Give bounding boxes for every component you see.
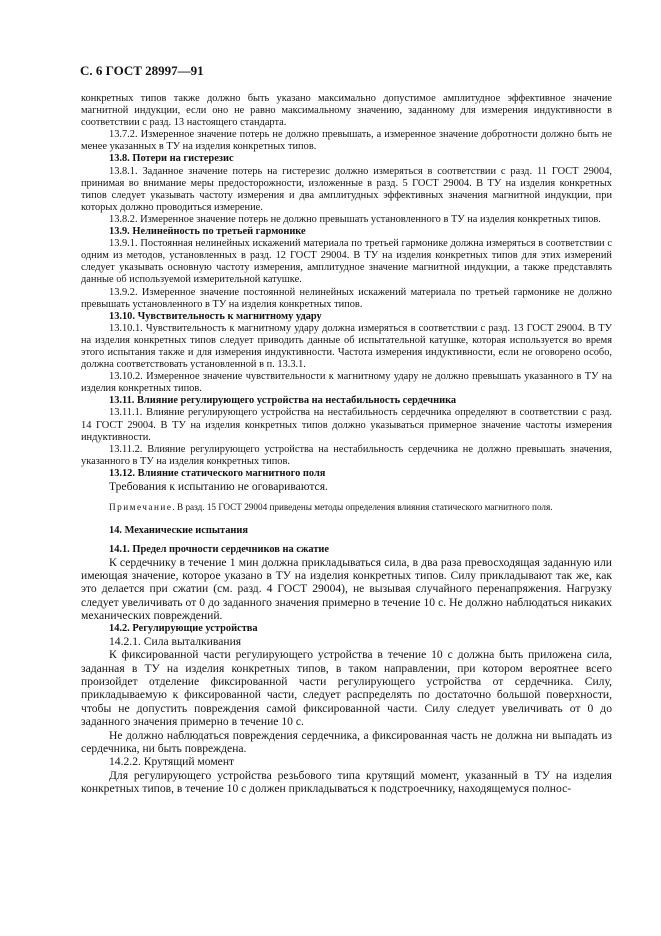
page-header: С. 6 ГОСТ 28997—91 <box>80 63 204 78</box>
paragraph: 13.10.2. Измеренное значение чувствительности к магнитному удару не должно превышать указанного в ТУ на изделия конкретных типов. <box>81 371 612 395</box>
paragraph: 13.10.1. Чувствительность к магнитному удару должна измеряться в соответствии с разд. 13 ГОСТ 29004. В ТУ на изделия конкретных типов следует приводить данные об испытательной катушке, которая используется во время этого испытания также и для измерения индуктивности. Частота измерения индуктивности, если не оговорено особо, должна соответствовать установленной в п. 13.3.1. <box>81 322 612 371</box>
document-body <box>81 93 612 796</box>
section-heading: 13.12. Влияние статического магнитного поля <box>109 467 326 479</box>
paragraph: Не должно наблюдаться повреждения сердечника, а фиксированная часть не должна ни выпадать из сердечника, ни быть повреждена. <box>81 728 612 755</box>
paragraph: 13.11.1. Влияние регулирующего устройства на нестабильность сердечника определяют в соответствии с разд. 14 ГОСТ 29004. В ТУ на изделия конкретных типов должно указываться примерное значение частоты измерения индуктивности. <box>81 407 612 443</box>
section-heading: 13.9. Нелинейность по третьей гармонике <box>109 226 306 238</box>
paragraph: 13.9.1. Постоянная нелинейных искажений материала по третьей гармонике должна измеряться в соответствии с одним из методов, установленных в разд. 12 ГОСТ 29004. В ТУ на изделия конкретных типов для этих измерений следует указывать основную частоту измерения, амплитудное значение магнитной индукции, а также представлять данные об используемой измерительной катушке. <box>81 238 612 286</box>
paragraph: К сердечнику в течение 1 мин должна прикладываться сила, в два раза превосходящая заданную или имеющая значение, которое указано в ТУ на изделия конкретных типов. Силу прикладывают так же, как это делается при сжатии (см. разд. 4 ГОСТ 29004), не вызывая случайного перенапряжения. Нагрузку следует увеличивать от 0 до заданного значения примерно в течение 10 с. Не должно наблюдаться никаких механических повреждений. <box>81 555 612 623</box>
section-heading: 13.10. Чувствительность к магнитному удару <box>109 310 322 322</box>
section-heading: 14.2. Регулирующие устройства <box>109 622 258 634</box>
paragraph: Требования к испытанию не оговариваются. <box>109 480 328 493</box>
paragraph: 13.8.2. Измеренное значение потерь не должно превышать установленного в ТУ на изделия конкретных типов. <box>109 213 601 225</box>
subsection-heading: 14.2.1. Сила выталкивания <box>109 634 242 648</box>
note-label: Примечание <box>109 502 173 513</box>
paragraph: 13.11.2. Влияние регулирующего устройства на нестабильность сердечника не должно превышать значения, указанного в ТУ на изделия конкретных типов. <box>81 443 612 467</box>
paragraph: Для регулирующего устройства резьбового типа крутящий момент, указанный в ТУ на изделия конкретных типов, в течение 10 с должен прикладываться к подстроечнику, находящемуся полнос- <box>81 768 612 796</box>
paragraph: 13.7.2. Измеренное значение потерь не должно превышать, а измеренное значение добротности должно быть не менее указанных в ТУ на изделия конкретных типов. <box>81 129 612 153</box>
paragraph: К фиксированной части регулирующего устройства в течение 10 с должна быть приложена сила, заданная в ТУ на изделия конкретных типов, в таком направлении, при котором вероятнее всего произойдет отделение фиксированной части регулирующего устройства от сердечника. Силу, прикладываемую к фиксированной части, следует распределять по достаточно большой поверхности, чтобы не допустить повреждения самой фиксированной части. Силу следует увеличивать от 0 до заданного значения примерно в течение 10 с. <box>81 648 612 729</box>
section-heading: 13.11. Влияние регулирующего устройства на нестабильность сердечника <box>109 395 457 407</box>
paragraph: конкретных типов также должно быть указано максимально допустимое амплитудное эффективное значение магнитной индукции, если оно не равно максимальному значению, заданному для измерения индуктивности в соответствии с разд. 13 настоящего стандарта. <box>81 93 612 129</box>
paragraph: 13.8.1. Заданное значение потерь на гистерезис должно измеряться в соответствии с разд. 11 ГОСТ 29004, принимая во внимание меры предосторожности, изложенные в разд. 5 ГОСТ 29004. В ТУ на изделия конкретных типов следует указывать частоту измерения и два амплитудных эффективных значения магнитной индукции, при которых должно проводиться измерение. <box>81 165 612 213</box>
paragraph: 13.9.2. Измеренное значение постоянной нелинейных искажений материала по третьей гармонике не должно превышать установленного в ТУ на изделия конкретных типов. <box>81 286 612 310</box>
section-heading: 13.8. Потери на гистерезис <box>109 153 234 165</box>
note: Примечание. В разд. 15 ГОСТ 29004 приведены методы определения влияния статического магнитного поля. <box>109 502 553 513</box>
subsection-heading: 14.2.2. Крутящий момент <box>109 755 235 769</box>
section-heading: 14.1. Предел прочности сердечников на сжатие <box>109 543 330 555</box>
chapter-heading: 14. Механические испытания <box>109 525 248 537</box>
